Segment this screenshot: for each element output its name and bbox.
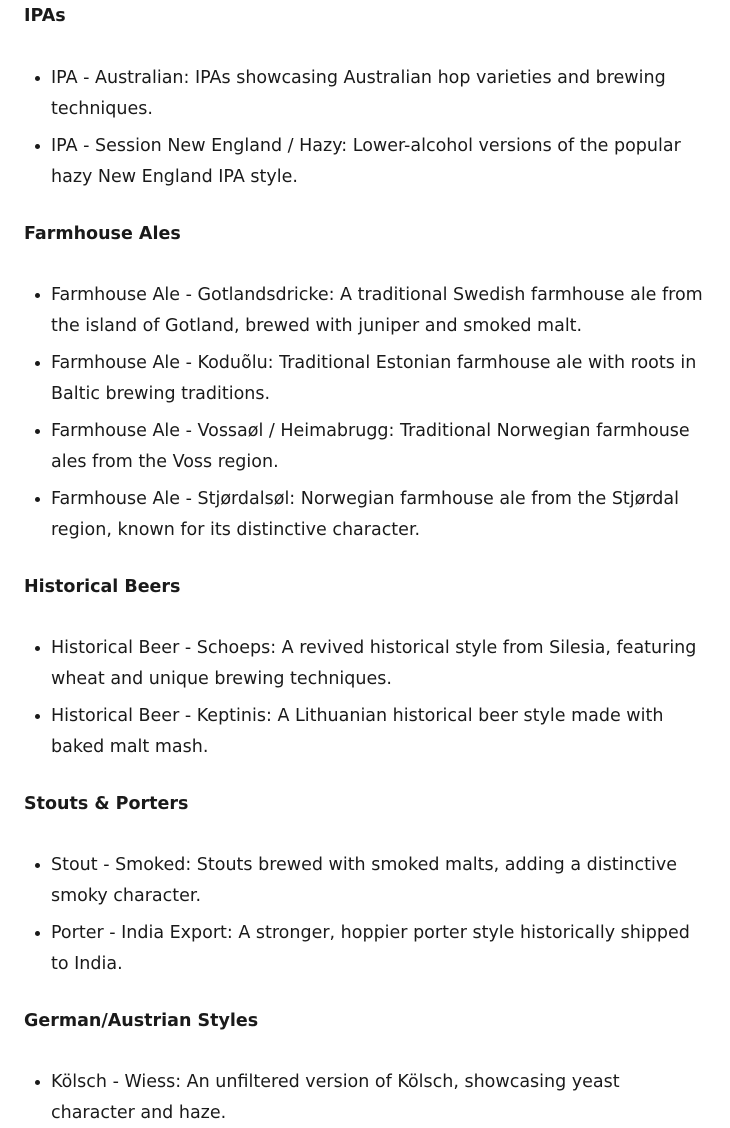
section-heading-ipas: IPAs xyxy=(24,6,66,26)
style-list-farmhouse-ales xyxy=(24,280,708,545)
list-item: • Porter - India Export: A stronger, hoppier porter style historically shipped to India. xyxy=(51,918,708,979)
list-item: • Stout - Smoked: Stouts brewed with smoked malts, adding a distinctive smoky character. xyxy=(51,850,708,911)
list-item: • IPA - Session New England / Hazy: Lower-alcohol versions of the popular hazy New England IPA style. xyxy=(51,131,708,192)
list-item: • Farmhouse Ale - Stjørdalsøl: Norwegian farmhouse ale from the Stjørdal region, known for its distinctive character. xyxy=(51,484,708,545)
section-heading-farmhouse-ales: Farmhouse Ales xyxy=(24,224,181,244)
section-heading-stouts-porters: Stouts & Porters xyxy=(24,794,189,814)
list-item: • IPA - Australian: IPAs showcasing Australian hop varieties and brewing techniques. xyxy=(51,63,708,124)
section-heading-historical-beers: Historical Beers xyxy=(24,577,181,597)
style-list-historical-beers xyxy=(24,633,708,762)
style-list-stouts-porters xyxy=(24,850,708,979)
section-heading-german-austrian-styles: German/Austrian Styles xyxy=(24,1011,259,1031)
list-item: • Farmhouse Ale - Koduõlu: Traditional Estonian farmhouse ale with roots in Baltic brewing traditions. xyxy=(51,348,708,409)
style-list-ipas xyxy=(24,63,708,192)
list-item: • Farmhouse Ale - Gotlandsdricke: A traditional Swedish farmhouse ale from the island of Gotland, brewed with juniper and smoked malt. xyxy=(51,280,708,341)
list-item: • Farmhouse Ale - Vossaøl / Heimabrugg: Traditional Norwegian farmhouse ales from the Voss region. xyxy=(51,416,708,477)
style-list-german-austrian-styles xyxy=(24,1067,708,1128)
document-content xyxy=(24,5,708,1128)
list-item: • Historical Beer - Schoeps: A revived historical style from Silesia, featuring wheat and unique brewing techniques. xyxy=(51,633,708,694)
list-item: • Historical Beer - Keptinis: A Lithuanian historical beer style made with baked malt mash. xyxy=(51,701,708,762)
list-item: • Kölsch - Wiess: An unfiltered version of Kölsch, showcasing yeast character and haze. xyxy=(51,1067,708,1128)
